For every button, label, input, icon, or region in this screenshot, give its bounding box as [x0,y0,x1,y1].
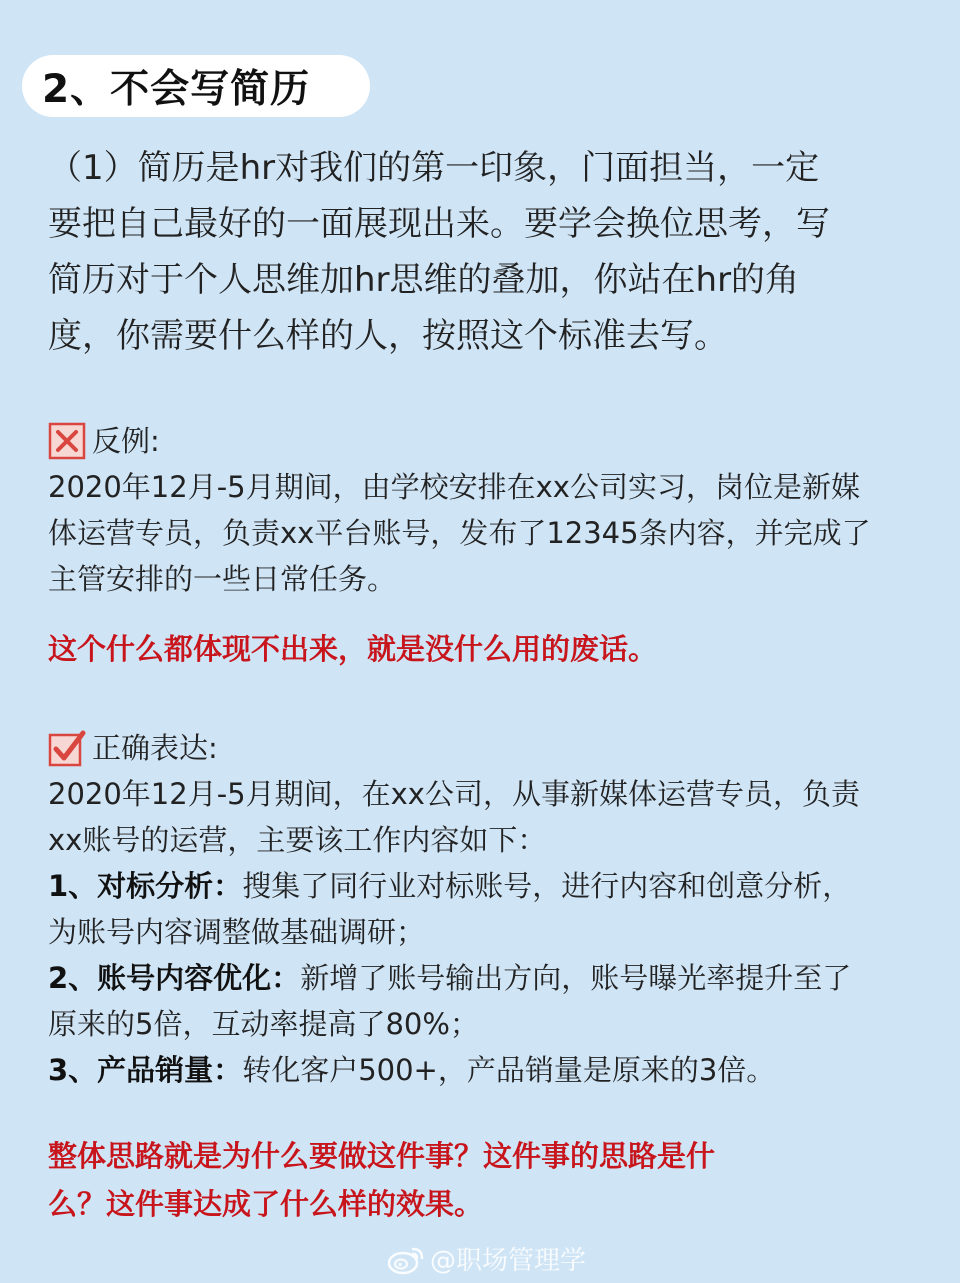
right-example-line: 2020年12月-5月期间，在xx公司，从事新媒体运营专员，负责 [48,777,860,811]
watermark [386,1240,586,1277]
cross-box-icon [48,422,86,460]
wrong-example-body [48,464,918,602]
list-item [48,1047,918,1093]
intro-paragraph [48,140,918,364]
wrong-verdict-text: 这个什么都体现不出来，就是没什么用的废话。 [48,632,658,666]
list-item-continuation: 原来的5倍，互动率提高了80%； [48,1007,479,1041]
wrong-example-label: 反例: [92,424,160,458]
wrong-example-line: 2020年12月-5月期间，由学校安排在xx公司实习，岗位是新媒 [48,470,860,504]
list-item-title: 2、账号内容优化： [48,961,301,995]
intro-line: 要把自己最好的一面展现出来。要学会换位思考，写 [48,204,830,244]
page-title: 2、不会写简历 [42,67,311,112]
right-example-section [48,725,918,1093]
list-item-text: 转化客户500+，产品销量是原来的3倍。 [242,1053,776,1087]
wrong-example-line: 体运营专员，负责xx平台账号，发布了12345条内容，并完成了 [48,516,871,550]
list-item-text: 搜集了同行业对标账号，进行内容和创意分析， [242,869,852,903]
intro-line: 简历对于个人思维加hr思维的叠加，你站在hr的角 [48,260,800,300]
right-example-label: 正确表达: [92,731,218,765]
list-item [48,955,918,1001]
wrong-verdict [48,625,918,673]
list-item-continuation: 为账号内容调整做基础调研； [48,915,426,949]
conclusion-line: 整体思路就是为什么要做这件事？这件事的思路是什 [48,1139,716,1173]
wrong-example-header [48,418,918,464]
conclusion-line: 么？这件事达成了什么样的效果。 [48,1187,484,1221]
right-example-line: xx账号的运营，主要该工作内容如下： [48,823,547,857]
intro-line: （1）简历是hr对我们的第一印象，门面担当，一定 [48,148,820,188]
list-item [48,863,918,909]
list-item-text: 新增了账号输出方向，账号曝光率提升至了 [300,961,852,995]
intro-line: 度，你需要什么样的人，按照这个标准去写。 [48,316,728,356]
right-example-header [48,725,918,771]
list-item-title: 3、产品销量： [48,1053,243,1087]
watermark-text: @职场管理学 [430,1246,587,1276]
heading-pill [22,55,370,117]
wrong-example-line: 主管安排的一些日常任务。 [48,562,397,596]
list-item-title: 1、对标分析： [48,869,243,903]
weibo-logo-icon [386,1243,426,1275]
conclusion [48,1132,918,1228]
wrong-example-section [48,418,918,602]
right-example-body [48,771,918,1093]
check-box-icon [48,729,86,767]
